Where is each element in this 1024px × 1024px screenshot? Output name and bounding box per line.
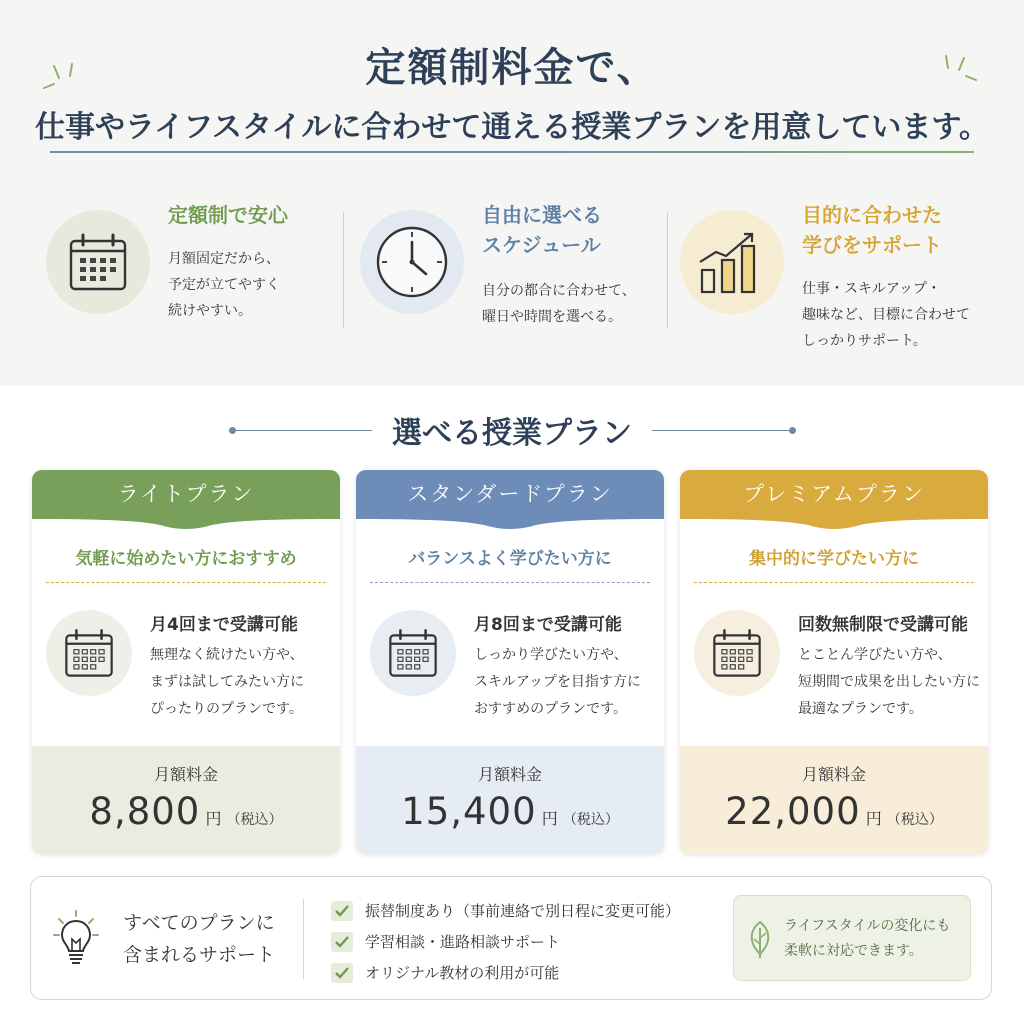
- plan-header-tab: [32, 515, 340, 533]
- price-amount: 15,400: [401, 790, 537, 833]
- check-icon: [331, 901, 353, 921]
- plan-card-light[interactable]: [32, 470, 340, 854]
- feature-text: 月額固定だから、 予定が立てやすく 続けやすい。: [168, 251, 280, 319]
- price-amount: 8,800: [89, 790, 201, 833]
- check-icon: [331, 963, 353, 983]
- feature-text: 仕事・スキルアップ・ 趣味など、目標に合わせて しっかりサポート。: [802, 281, 970, 349]
- price-row: [680, 790, 988, 833]
- check-icon: [331, 932, 353, 952]
- price-tax: （税込）: [562, 812, 619, 828]
- price-unit: 円: [205, 809, 222, 828]
- plan-subtitle: 集中的に学びたい方に: [749, 549, 919, 569]
- plan-card-premium[interactable]: [680, 470, 988, 854]
- feature-flexible-schedule: [360, 200, 660, 360]
- plan-lead: 回数無制限で受講可能: [798, 615, 968, 635]
- plan-header-tab: [356, 515, 664, 533]
- feature-icon-circle: [46, 210, 150, 314]
- support-item-text: オリジナル教材の利用が可能: [365, 964, 560, 982]
- leaf-icon: [746, 920, 774, 960]
- dashed-divider: [694, 582, 974, 583]
- support-divider: [303, 899, 304, 979]
- price-amount: 22,000: [725, 790, 861, 833]
- dashed-divider: [370, 582, 650, 583]
- feature-divider: [343, 212, 344, 328]
- price-label: 月額料金: [801, 765, 866, 784]
- page-subtitle: 仕事やライフスタイルに合わせて通える授業プランを用意しています。: [35, 110, 989, 145]
- price-tax: （税込）: [886, 812, 943, 828]
- page-title: 定額制料金で、: [365, 44, 659, 91]
- price-row: [356, 790, 664, 833]
- plan-subtitle: 気軽に始めたい方におすすめ: [75, 549, 297, 569]
- plans-heading: 選べる授業プラン: [392, 416, 632, 451]
- list-item: [331, 926, 680, 957]
- support-item-text: 学習相談・進路相談サポート: [365, 933, 561, 951]
- plan-description: とことん学びたい方や、 短期間で成果を出したい方に 最適なプランです。: [798, 647, 980, 717]
- title-underline: [50, 150, 974, 154]
- plan-description: 無理なく続けたい方や、 まずは試してみたい方に ぴったりのプランです。: [150, 647, 304, 717]
- feature-text: 自分の都合に合わせて、 曜日や時間を選べる。: [482, 283, 636, 325]
- calendar-icon: [711, 627, 763, 679]
- plan-subtitle: バランスよく学びたい方に: [408, 549, 612, 569]
- note-text: ライフスタイルの変化にも 柔軟に対応できます。: [784, 918, 951, 959]
- plan-description: しっかり学びたい方や、 スキルアップを目指す方に おすすめのプランです。: [474, 647, 641, 717]
- plan-icon-circle: [46, 610, 132, 696]
- support-title: すべてのプランに 含まれるサポート: [123, 912, 276, 966]
- feature-title: 自由に選べる スケジュール: [482, 203, 602, 257]
- plan-price-box: [680, 746, 988, 854]
- price-label: 月額料金: [153, 765, 218, 784]
- clock-icon: [374, 224, 450, 300]
- plan-icon-circle: [694, 610, 780, 696]
- plan-icon-circle: [370, 610, 456, 696]
- plan-lead: 月8回まで受講可能: [474, 615, 622, 635]
- note-box: [733, 895, 971, 981]
- support-item-text: 振替制度あり（事前連絡で別日程に変更可能）: [365, 902, 681, 920]
- growth-chart-icon: [696, 226, 768, 298]
- feature-title: 定額制で安心: [168, 203, 288, 227]
- price-unit: 円: [865, 809, 882, 828]
- list-item: [331, 957, 680, 988]
- plan-name: プレミアムプラン: [680, 470, 988, 516]
- feature-icon-circle: [680, 210, 784, 314]
- plan-name: ライトプラン: [32, 470, 340, 516]
- list-item: [331, 895, 680, 926]
- heading-line: [652, 430, 792, 431]
- support-box: [30, 876, 992, 1000]
- heading-dot: [789, 427, 796, 434]
- plan-price-box: [356, 746, 664, 854]
- price-label: 月額料金: [477, 765, 542, 784]
- support-list: [331, 895, 680, 988]
- plan-name: スタンダードプラン: [356, 470, 664, 516]
- lightbulb-icon: [53, 909, 99, 969]
- plan-price-box: [32, 746, 340, 854]
- calendar-icon: [63, 627, 115, 679]
- feature-title: 目的に合わせた 学びをサポート: [802, 203, 942, 257]
- feature-icon-circle: [360, 210, 464, 314]
- calendar-icon: [387, 627, 439, 679]
- price-unit: 円: [541, 809, 558, 828]
- price-row: [32, 790, 340, 833]
- feature-divider: [667, 212, 668, 328]
- price-tax: （税込）: [226, 812, 283, 828]
- feature-fixed-price: [46, 200, 336, 360]
- plan-lead: 月4回まで受講可能: [150, 615, 298, 635]
- plan-header-tab: [680, 515, 988, 533]
- plan-card-standard[interactable]: [356, 470, 664, 854]
- calendar-icon: [67, 231, 129, 293]
- feature-goal-support: [680, 200, 1000, 360]
- dashed-divider: [46, 582, 326, 583]
